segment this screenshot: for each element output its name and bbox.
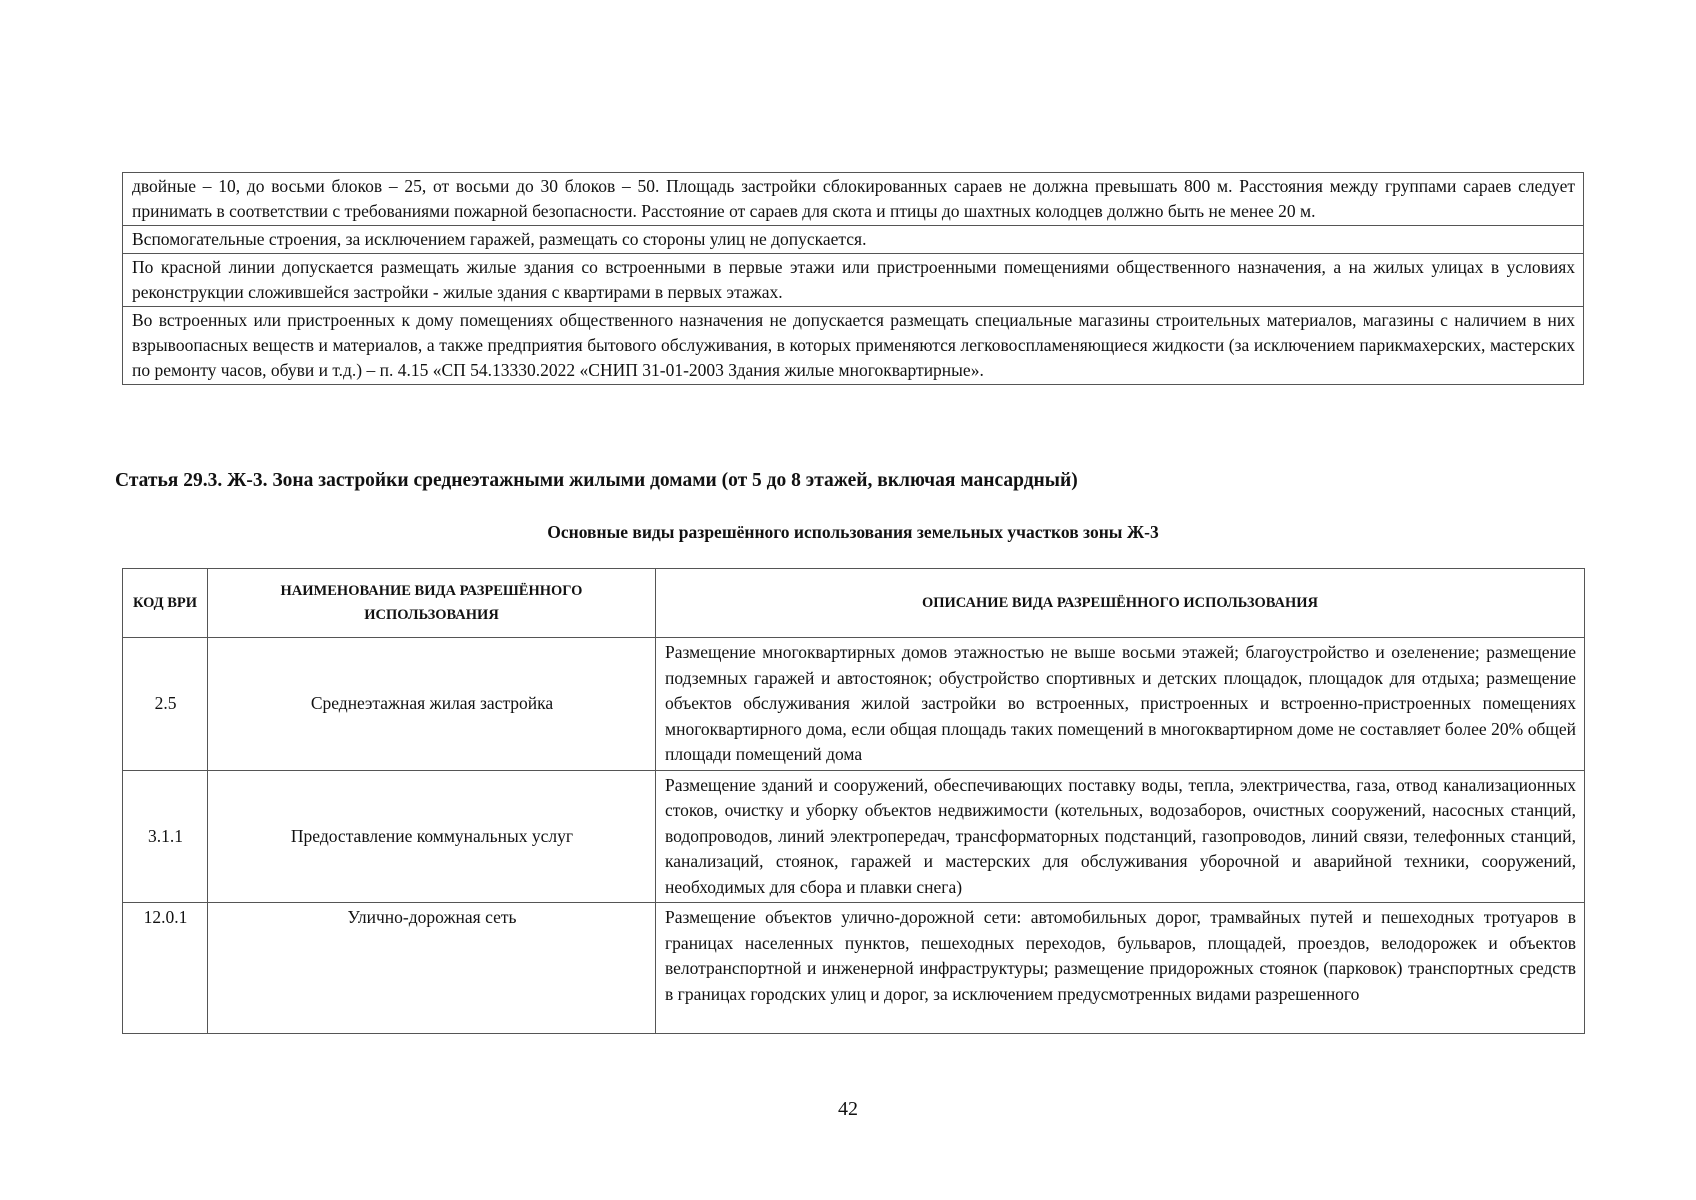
header-code: КОД ВРИ	[123, 569, 208, 638]
use-description: Размещение зданий и сооружений, обеспечивающих поставку воды, тепла, электричества, газа, отвод канализационных стоков, очистку и уборку объектов недвижимости (котельных, водозаборов, очистных сооружений, насосных станций, водопроводов, линий электропередач, трансформаторных подстанций, газопроводов, линий связи, телефонных станций, канализаций, стоянок, гаражей и мастерских для обслуживания уборочной и аварийной техники, сооружений, необходимых для сбора и плавки снега)	[656, 770, 1585, 903]
continuation-table	[122, 172, 1584, 385]
table-cell: По красной линии допускается размещать жилые здания со встроенными в первые этажи или пристроенными помещениями общественного назначения, а на жилых улицах в условиях реконструкции сложившейся застройки - жилые здания с квартирами в первых этажах.	[123, 254, 1584, 307]
table-cell: Вспомогательные строения, за исключением гаражей, размещать со стороны улиц не допускается.	[123, 226, 1584, 254]
permitted-use-table	[122, 568, 1585, 1034]
table-cell: Во встроенных или пристроенных к дому помещениях общественного назначения не допускается размещать специальные магазины строительных материалов, магазины с наличием в них взрывоопасных веществ и материалов, а также предприятия бытового обслуживания, в которых применяются легковоспламеняющиеся жидкости (за исключением парикмахерских, мастерских по ремонту часов, обуви и т.д.) – п. 4.15 «СП 54.13330.2022 «СНИП 31-01-2003 Здания жилые многоквартирные».	[123, 307, 1584, 385]
table-row	[123, 903, 1585, 1034]
table-row	[123, 254, 1584, 307]
table-cell: двойные – 10, до восьми блоков – 25, от восьми до 30 блоков – 50. Площадь застройки сблокированных сараев не должна превышать 800 м. Расстояния между группами сараев следует принимать в соответствии с требованиями пожарной безопасности. Расстояние от сараев для скота и птицы до шахтных колодцев должно быть не менее 20 м.	[123, 173, 1584, 226]
article-title: Статья 29.3. Ж-3. Зона застройки среднеэтажными жилыми домами (от 5 до 8 этажей, включая мансардный)	[115, 470, 1078, 491]
table-row	[123, 307, 1584, 385]
use-name: Улично-дорожная сеть	[208, 903, 656, 1034]
use-description-cell	[656, 903, 1585, 1034]
table-row	[123, 173, 1584, 226]
header-description: ОПИСАНИЕ ВИДА РАЗРЕШЁННОГО ИСПОЛЬЗОВАНИЯ	[656, 569, 1585, 638]
table-row	[123, 226, 1584, 254]
use-code: 2.5	[123, 638, 208, 771]
table-caption: Основные виды разрешённого использования земельных участков зоны Ж-3	[547, 522, 1159, 542]
header-name: НАИМЕНОВАНИЕ ВИДА РАЗРЕШЁННОГО ИСПОЛЬЗОВАНИЯ	[208, 569, 656, 638]
table-row	[123, 770, 1585, 903]
page-number: 42	[838, 1098, 858, 1120]
table-row	[123, 638, 1585, 771]
use-description: Размещение многоквартирных домов этажностью не выше восьми этажей; благоустройство и озеленение; размещение подземных гаражей и автостоянок; обустройство спортивных и детских площадок, площадок для отдыха; размещение объектов обслуживания жилой застройки во встроенных, пристроенных и встроенно-пристроенных помещениях многоквартирного дома, если общая площадь таких помещений в многоквартирном доме не составляет более 20% общей площади помещений дома	[656, 638, 1585, 771]
use-name: Предоставление коммунальных услуг	[208, 770, 656, 903]
use-code: 3.1.1	[123, 770, 208, 903]
table-header-row	[123, 569, 1585, 638]
use-code: 12.0.1	[123, 903, 208, 1034]
use-description: Размещение объектов улично-дорожной сети: автомобильных дорог, трамвайных путей и пешеходных тротуаров в границах населенных пунктов, пешеходных переходов, бульваров, площадей, проездов, велодорожек и объектов велотранспортной и инженерной инфраструктуры; размещение придорожных стоянок (парковок) транспортных средств в границах городских улиц и дорог, за исключением предусмотренных видами разрешенного	[665, 907, 1576, 1004]
use-name: Среднеэтажная жилая застройка	[208, 638, 656, 771]
